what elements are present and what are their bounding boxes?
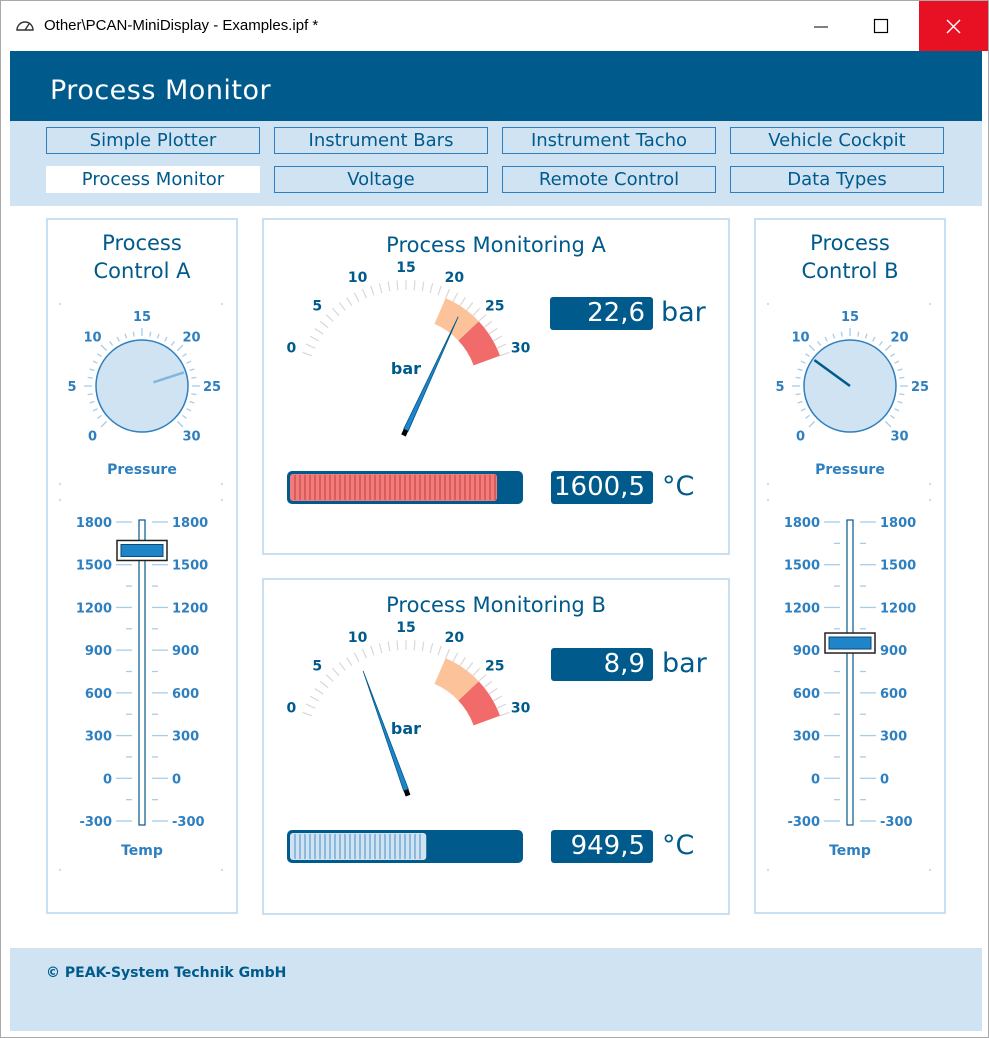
minimize-button[interactable]	[798, 1, 844, 51]
gauge-tick	[422, 641, 424, 651]
gauge-tick-label: 25	[484, 658, 505, 675]
knob-tick	[890, 354, 894, 357]
knob-tick	[825, 337, 827, 341]
gauge-tick	[388, 281, 390, 291]
gauge-tick	[339, 303, 345, 311]
footer	[10, 948, 982, 1031]
gauge-tick	[497, 704, 506, 708]
gauge-tick	[332, 308, 339, 315]
gauge-tick	[303, 352, 312, 355]
gauge-tick	[397, 640, 398, 650]
slider-thumb-grip[interactable]	[121, 544, 163, 556]
gauge-tick	[388, 641, 390, 651]
gauge-tick	[310, 336, 319, 341]
knob-tick	[133, 332, 134, 337]
gauge-tick	[446, 649, 450, 658]
gauge-app-icon	[15, 17, 35, 33]
gauge-tick	[315, 328, 323, 334]
slider-tick-label-right: 300	[880, 729, 908, 745]
page-header	[10, 51, 982, 121]
knob-tick-label: 0	[795, 429, 806, 445]
frame-corner-dot	[929, 869, 931, 871]
gauge-tick	[332, 668, 339, 675]
frame-corner-dot	[929, 499, 931, 501]
slider-tick-label-right: 600	[880, 686, 908, 702]
gauge-tick	[347, 297, 352, 305]
pressure-knob[interactable]	[96, 340, 188, 432]
gauge-needle-tail	[403, 430, 406, 435]
gauge-tick-label: 30	[510, 700, 531, 717]
slider-tick-label-left: 300	[792, 729, 820, 745]
gauge-tick	[326, 675, 333, 682]
close-icon	[919, 1, 988, 51]
gauge-tick	[489, 688, 497, 694]
knob-tick	[873, 337, 875, 341]
gauge-tick	[414, 280, 415, 290]
knob-tick	[885, 421, 891, 427]
nav-instrument-bars[interactable]: Instrument Bars	[274, 127, 488, 154]
process-control-a-panel	[46, 218, 238, 914]
gauge-tick	[453, 293, 458, 302]
gauge-tick	[467, 303, 473, 311]
knob-tick	[885, 345, 891, 351]
nav-bar	[10, 121, 982, 206]
gauge-tick-label: 20	[444, 629, 465, 646]
knob-tick-label: 20	[182, 330, 201, 346]
gauge-tick	[339, 663, 345, 671]
control-title-line1: Process	[102, 231, 182, 255]
knob-tick	[899, 377, 904, 378]
gauge-tick-label: 0	[286, 700, 297, 717]
knob-tick	[98, 354, 102, 357]
gauge-tick-label: 15	[396, 620, 416, 636]
gauge-tick-label: 0	[286, 340, 297, 357]
knob-tick-label: 25	[202, 380, 222, 395]
maximize-button[interactable]	[858, 1, 904, 51]
gauge-tick	[453, 653, 458, 662]
knob-tick-label: 10	[83, 330, 102, 346]
knob-tick	[90, 369, 95, 371]
slider-tick-label-right: 1200	[880, 601, 917, 617]
gauge-tick	[422, 281, 424, 291]
process-control-b-widgets	[756, 220, 944, 912]
slider-tick-label-left: 600	[792, 686, 820, 702]
knob-tick-label: 0	[87, 429, 98, 445]
gauge-tick	[473, 308, 480, 315]
frame-corner-dot	[59, 499, 61, 501]
gauge-unit-label: bar	[390, 719, 422, 738]
nav-vehicle-cockpit[interactable]: Vehicle Cockpit	[730, 127, 944, 154]
slider-tick-label-right: -300	[880, 815, 913, 830]
gauge-tick	[315, 688, 323, 694]
knob-tick	[157, 334, 159, 339]
process-monitoring-b-panel	[262, 578, 730, 915]
slider-tick-label-left: 1500	[783, 558, 820, 574]
knob-tick	[796, 377, 801, 378]
slider-tick-label-left: 900	[792, 644, 820, 660]
knob-tick	[801, 361, 805, 363]
gauge-tick	[438, 646, 441, 655]
slider-tick-label-left: 0	[810, 772, 820, 788]
gauge-tick-label: 5	[312, 658, 323, 675]
gauge-tick	[362, 289, 366, 298]
gauge-tick	[484, 321, 492, 327]
knob-tick	[165, 337, 167, 341]
knob-tick	[88, 377, 93, 378]
knob-tick	[898, 369, 903, 371]
copyright-text: © PEAK-System Technik GmbH	[46, 965, 287, 981]
pressure-unit-a: bar	[661, 297, 706, 328]
control-title-line1: Process	[810, 231, 890, 255]
frame-corner-dot	[221, 483, 223, 485]
knob-tick	[190, 401, 195, 403]
gauge-tick	[320, 321, 328, 327]
frame-corner-dot	[767, 499, 769, 501]
knob-tick	[101, 345, 107, 351]
gauge-tick	[493, 336, 502, 341]
knob-tick	[798, 401, 803, 403]
knob-tick	[809, 421, 815, 427]
knob-tick	[182, 354, 186, 357]
knob-tick	[177, 421, 183, 427]
nav-data-types[interactable]: Data Types	[730, 166, 944, 193]
knob-tick	[125, 334, 127, 339]
slider-tick-label-left: -300	[787, 815, 820, 830]
slider-tick-label-right: 900	[172, 644, 200, 660]
knob-tick	[191, 377, 196, 378]
slider-label: Temp	[121, 843, 163, 859]
slider-thumb-grip[interactable]	[829, 637, 871, 649]
knob-tick-label: 5	[67, 380, 77, 395]
slider-tick-label-left: 0	[102, 772, 112, 788]
gauge-tick-label: 5	[312, 298, 323, 315]
gauge-unit-label: bar	[390, 359, 422, 378]
slider-tick-label-right: 600	[172, 686, 200, 702]
slider-tick-label-left: 1800	[783, 516, 820, 531]
knob-tick	[898, 401, 903, 403]
gauge-tick-label: 15	[396, 260, 416, 276]
knob-tick	[190, 369, 195, 371]
pressure-unit-b: bar	[662, 648, 707, 679]
process-control-b-panel	[754, 218, 946, 914]
slider-tick-label-right: 1800	[880, 516, 917, 531]
knob-tick	[806, 354, 810, 357]
knob-tick	[187, 361, 191, 363]
frame-corner-dot	[59, 869, 61, 871]
frame-corner-dot	[767, 303, 769, 305]
knob-tick	[895, 361, 899, 363]
nav-instrument-tacho[interactable]: Instrument Tacho	[502, 127, 716, 154]
control-title-line2: Control A	[93, 259, 191, 283]
knob-tick	[117, 337, 119, 341]
window-title: Other\PCAN-MiniDisplay - Examples.ipf *	[44, 17, 319, 34]
pressure-readout-a: 22,6	[550, 297, 653, 330]
process-monitoring-a-panel	[262, 218, 730, 555]
knob-tick	[93, 409, 97, 411]
knob-tick	[890, 415, 894, 418]
slider-tick-label-right: 300	[172, 729, 200, 745]
gauge-tick	[446, 289, 450, 298]
knob-tick	[895, 409, 899, 411]
gauge-tick	[326, 315, 333, 322]
knob-tick	[818, 342, 821, 346]
knob-tick	[879, 342, 882, 346]
knob-tick	[798, 369, 803, 371]
gauge-tick	[371, 286, 374, 295]
knob-tick	[150, 332, 151, 337]
knob-tick-label: 15	[132, 310, 152, 325]
knob-tick	[833, 334, 835, 339]
nav-simple-plotter[interactable]: Simple Plotter	[46, 127, 260, 154]
gauge-needle-tail	[406, 790, 408, 796]
minimize-icon	[798, 1, 844, 51]
gauge-tick	[479, 675, 486, 682]
nav-voltage[interactable]: Voltage	[274, 166, 488, 193]
knob-tick	[88, 394, 93, 395]
gauge-tick	[414, 640, 415, 650]
knob-tick	[806, 415, 810, 418]
frame-corner-dot	[59, 483, 61, 485]
knob-tick-label: 15	[840, 310, 860, 325]
gauge-tick-label: 30	[510, 340, 531, 357]
slider-tick-label-right: 1800	[172, 516, 209, 531]
title-bar[interactable]	[1, 1, 988, 51]
gauge-tick	[303, 712, 312, 715]
slider-tick-label-right: 1500	[172, 558, 209, 574]
temp-unit-b: °C	[662, 830, 695, 861]
gauge-tick	[473, 668, 480, 675]
frame-corner-dot	[767, 869, 769, 871]
gauge-tick	[493, 696, 502, 701]
knob-tick	[865, 334, 867, 339]
gauge-tick	[460, 657, 465, 665]
temp-readout-a: 1600,5	[551, 471, 653, 504]
gauge-tick	[310, 696, 319, 701]
gauge-tick	[306, 704, 315, 708]
slider-tick-label-right: -300	[172, 815, 205, 830]
frame-corner-dot	[929, 303, 931, 305]
process-monitoring-b-widgets	[264, 580, 728, 913]
gauge-tick	[430, 283, 432, 293]
frame-corner-dot	[221, 303, 223, 305]
gauge-tick	[479, 315, 486, 322]
temp-readout-b: 949,5	[551, 830, 653, 863]
app-content	[10, 51, 982, 1031]
knob-tick	[187, 409, 191, 411]
nav-process-monitor[interactable]: Process Monitor	[46, 166, 260, 193]
knob-tick	[182, 415, 186, 418]
monitor-title: Process Monitoring B	[386, 593, 606, 617]
gauge-tick	[467, 663, 473, 671]
knob-tick	[841, 332, 842, 337]
gauge-tick	[379, 643, 381, 653]
gauge-tick	[306, 344, 315, 348]
gauge-tick	[362, 649, 366, 658]
gauge-tick	[430, 643, 432, 653]
knob-label: Pressure	[815, 462, 885, 478]
gauge-tick	[354, 653, 359, 662]
knob-tick	[809, 345, 815, 351]
frame-corner-dot	[221, 869, 223, 871]
slider-tick-label-right: 0	[172, 772, 182, 788]
knob-tick-label: 25	[910, 380, 930, 395]
knob-tick	[858, 332, 859, 337]
page-title: Process Monitor	[50, 75, 272, 106]
temp-unit-a: °C	[662, 471, 695, 502]
slider-tick-label-left: 1200	[783, 601, 820, 617]
knob-tick	[191, 394, 196, 395]
knob-tick	[177, 345, 183, 351]
frame-corner-dot	[767, 483, 769, 485]
slider-tick-label-left: 1500	[75, 558, 112, 574]
knob-tick	[110, 342, 113, 346]
slider-tick-label-left: 1200	[75, 601, 112, 617]
slider-tick-label-left: 1800	[75, 516, 112, 531]
gauge-tick	[500, 352, 509, 355]
maximize-icon	[858, 1, 904, 51]
knob-tick-label: 10	[791, 330, 810, 346]
knob-tick	[171, 342, 174, 346]
slider-tick-label-left: 900	[84, 644, 112, 660]
gauge-tick	[497, 344, 506, 348]
slider-tick-label-right: 900	[880, 644, 908, 660]
frame-corner-dot	[59, 303, 61, 305]
slider-track	[139, 520, 145, 825]
gauge-tick	[354, 293, 359, 302]
frame-corner-dot	[929, 483, 931, 485]
slider-tick-label-right: 1200	[172, 601, 209, 617]
knob-tick	[90, 401, 95, 403]
process-monitoring-a-widgets	[264, 220, 728, 553]
slider-track	[847, 520, 853, 825]
knob-tick-label: 30	[890, 429, 909, 445]
slider-tick-label-right: 0	[880, 772, 890, 788]
close-button[interactable]	[919, 1, 988, 51]
gauge-tick	[489, 328, 497, 334]
process-control-a-widgets	[48, 220, 236, 912]
knob-tick	[98, 415, 102, 418]
knob-tick	[899, 394, 904, 395]
gauge-tick	[371, 646, 374, 655]
knob-tick-label: 5	[775, 380, 785, 395]
gauge-tick	[347, 657, 352, 665]
gauge-tick	[460, 297, 465, 305]
gauge-tick	[379, 283, 381, 293]
gauge-tick	[320, 681, 328, 687]
knob-tick	[801, 409, 805, 411]
control-title-line2: Control B	[801, 259, 899, 283]
knob-tick-label: 20	[890, 330, 909, 346]
knob-tick	[101, 421, 107, 427]
knob-tick	[93, 361, 97, 363]
slider-tick-label-right: 1500	[880, 558, 917, 574]
gauge-tick	[438, 286, 441, 295]
knob-label: Pressure	[107, 462, 177, 478]
gauge-tick	[397, 280, 398, 290]
slider-label: Temp	[829, 843, 871, 859]
monitor-title: Process Monitoring A	[386, 233, 606, 257]
gauge-tick-label: 25	[484, 298, 505, 315]
knob-tick-label: 30	[182, 429, 201, 445]
temp-bar-fill	[290, 474, 497, 501]
gauge-tick	[484, 681, 492, 687]
gauge-tick-label: 20	[444, 269, 465, 286]
slider-tick-label-left: -300	[79, 815, 112, 830]
gauge-tick	[500, 712, 509, 715]
slider-tick-label-left: 300	[84, 729, 112, 745]
slider-tick-label-left: 600	[84, 686, 112, 702]
gauge-tick-label: 10	[347, 629, 368, 646]
pressure-readout-b: 8,9	[551, 648, 653, 681]
knob-tick	[796, 394, 801, 395]
nav-remote-control[interactable]: Remote Control	[502, 166, 716, 193]
gauge-tick-label: 10	[347, 269, 368, 286]
frame-corner-dot	[221, 499, 223, 501]
